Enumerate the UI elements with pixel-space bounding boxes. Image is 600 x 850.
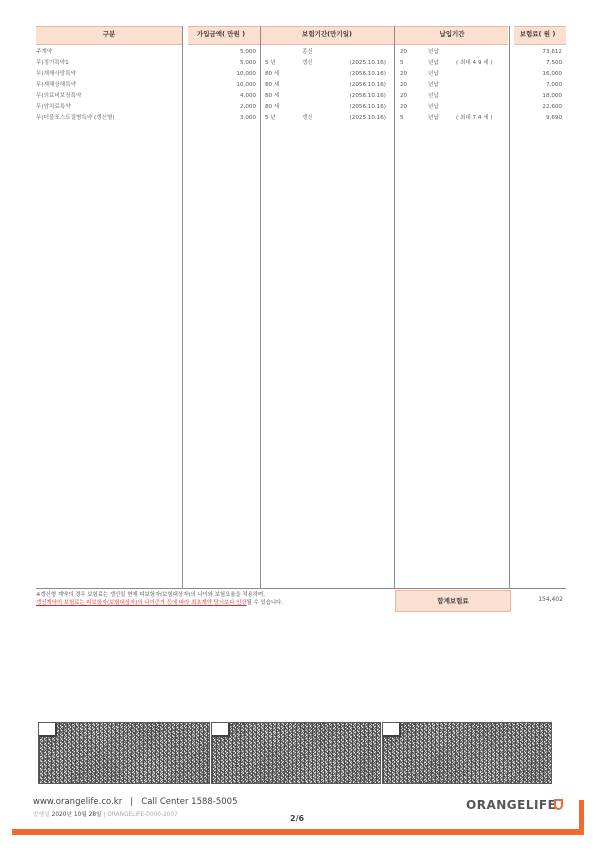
column-divider (509, 26, 510, 588)
cell-premium: 18,000 (542, 93, 562, 99)
cell-pay-num: 20 (400, 82, 408, 88)
cell-pay-num: 5 (400, 115, 404, 121)
barcode-image-1 (38, 722, 210, 784)
cell-period-type: 갱신 (302, 60, 313, 66)
cell-name: 무)재해사망특약 (36, 71, 77, 77)
cell-name: 무)재해상해특약 (36, 82, 77, 88)
table-bottom-border (36, 588, 566, 589)
footer-issue-date (33, 809, 178, 818)
cell-amount: 3,000 (239, 115, 256, 121)
cell-premium: 22,600 (542, 104, 562, 110)
cell-period-date: (2056.10.16) (349, 93, 386, 99)
document-code: | ORANGELIFE-0000-2007 (103, 812, 178, 818)
cell-pay-unit: 년납 (428, 82, 439, 88)
cell-period-num: 80 세 (265, 71, 280, 77)
cell-period-num: 5 년 (265, 60, 276, 66)
cell-amount: 5,000 (239, 60, 256, 66)
cell-pay-unit: 년납 (428, 49, 439, 55)
cell-pay-unit: 년납 (428, 115, 439, 121)
renewal-note-line1: ※갱신형 계약의 경우 보험료는 갱신일 현재 피보험자(보험대상자)의 나이와 보험요율을 적용하며, (36, 592, 265, 598)
cell-period-num: 80 세 (265, 93, 280, 99)
cell-amount: 10,000 (236, 71, 256, 77)
renewal-note (36, 592, 283, 607)
cell-amount: 5,000 (239, 49, 256, 55)
cell-premium: 16,000 (542, 71, 562, 77)
orangelife-logo: ORANGELIFE (466, 798, 557, 812)
cell-period-type: 종신 (302, 49, 313, 55)
cell-premium: 7,000 (545, 82, 562, 88)
cell-premium: 9,690 (545, 115, 562, 121)
website-link[interactable]: www.orangelife.co.kr (33, 797, 123, 807)
cell-period-date: (2025.10.16) (349, 60, 386, 66)
total-premium-value: 154,402 (538, 596, 563, 603)
renewal-note-tail: 될 수 있습니다. (246, 599, 283, 606)
cell-period-date: (2056.10.16) (349, 71, 386, 77)
cell-pay-num: 20 (400, 49, 408, 55)
renewal-note-warning: 갱신계약의 보험료는 피보험자(보험대상자)의 나이증가 등에 따라 최초계약 당시보다 인상 (36, 599, 247, 606)
cell-period-date: (2056.10.16) (349, 82, 386, 88)
contract-table (36, 26, 566, 616)
cell-pay-num: 20 (400, 93, 408, 99)
cell-pay-unit: 년납 (428, 60, 439, 66)
column-divider (260, 26, 261, 588)
cell-premium: 7,500 (545, 60, 562, 66)
call-center: Call Center 1588-5005 (141, 797, 238, 807)
cell-name: 주계약 (36, 49, 53, 55)
cell-amount: 2,000 (239, 104, 256, 110)
cell-pay-num: 5 (400, 60, 404, 66)
barcode-image-3 (382, 722, 552, 784)
shield-logo-icon (554, 799, 563, 810)
column-divider (394, 26, 395, 588)
footer-contact (33, 797, 238, 807)
cell-name: 무)암치료특약 (36, 104, 71, 110)
cell-pay-unit: 년납 (428, 93, 439, 99)
footer-separator: | (130, 797, 134, 807)
cell-amount: 10,000 (236, 82, 256, 88)
header-amount: 가입금액( 만원 ) (196, 30, 246, 38)
header-premium: 보험료( 원 ) (519, 30, 556, 38)
cell-name: 무)더블포스트질병특약 (갱신형) (36, 115, 115, 121)
cell-period-type: 갱신 (302, 115, 313, 121)
issue-date: 2020년 10월 28일 (51, 812, 102, 818)
cell-period-num: 80 세 (265, 82, 280, 88)
cell-period-num: 80 세 (265, 104, 280, 110)
cell-pay-num: 20 (400, 71, 408, 77)
cell-pay-unit: 년납 (428, 104, 439, 110)
cell-period-num: 5 년 (265, 115, 276, 121)
cell-name: 무)의료비보장특약 (36, 93, 82, 99)
cell-amount: 4,000 (239, 93, 256, 99)
header-category: 구분 (102, 30, 116, 38)
cell-pay-extra: ( 최대 4 9 세 ) (456, 60, 493, 66)
cell-pay-num: 20 (400, 104, 408, 110)
orange-footer-bar (12, 829, 584, 835)
cell-pay-extra: ( 최대 7 4 세 ) (456, 115, 493, 121)
cell-name: 무)정기특약1 (36, 60, 69, 66)
barcode-image-2 (211, 722, 381, 784)
total-premium-label: 합계보험료 (395, 590, 511, 612)
header-period: 보험기간(만기일) (302, 30, 352, 38)
cell-pay-unit: 년납 (428, 71, 439, 77)
cell-period-date: (2025.10.16) (349, 115, 386, 121)
page-number: 2/6 (290, 814, 305, 823)
renewal-note-line2 (36, 600, 283, 608)
header-pay-period: 납입기간 (439, 30, 465, 38)
cell-premium: 73,612 (542, 49, 562, 55)
issue-date-label: 발행일 (33, 812, 50, 818)
cell-period-date: (2056.10.16) (349, 104, 386, 110)
